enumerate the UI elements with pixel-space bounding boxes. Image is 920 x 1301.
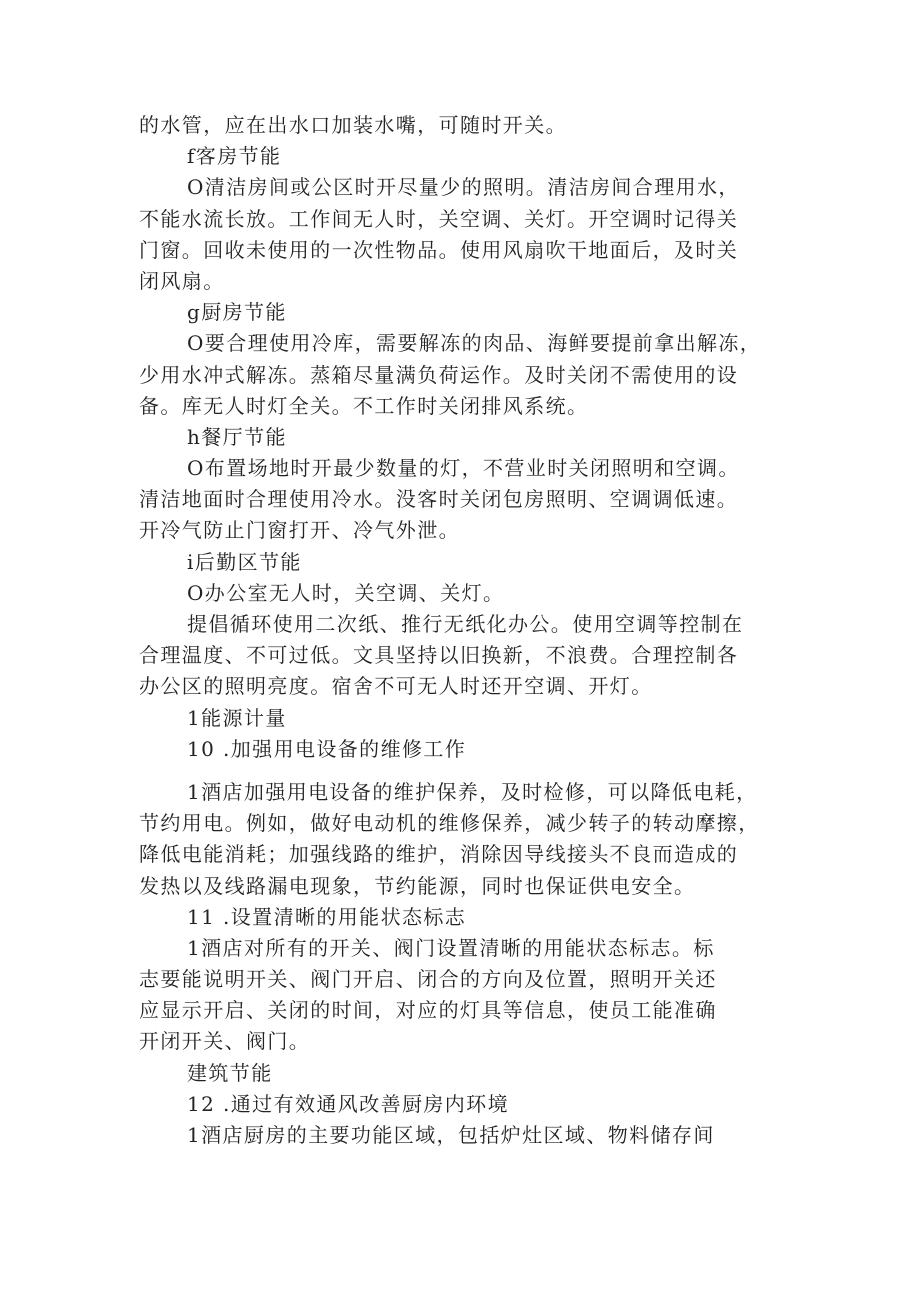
- section-heading-energy-metering: 1能源计量: [187, 705, 287, 730]
- text-line: 降低电能消耗；加强线路的维护，消除因导线接头不良而造成的: [139, 842, 739, 867]
- text-line: 发热以及线路漏电现象，节约能源，同时也保证供电安全。: [139, 873, 696, 898]
- text-line: 闭风扇。: [139, 268, 225, 293]
- document-body: [139, 110, 789, 1151]
- text-line: 少用水冲式解冻。蒸箱尽量满负荷运作。及时关闭不需使用的设: [139, 362, 739, 387]
- text-line: 应显示开启、关闭的时间，对应的灯具等信息，使员工能准确: [139, 998, 717, 1023]
- text-line: 提倡循环使用二次纸、推行无纸化办公。使用空调等控制在: [187, 612, 744, 636]
- text-line: 门窗。回收未使用的一次性物品。使用风扇吹干地面后，及时关: [139, 237, 739, 262]
- text-line: 备。库无人时灯全关。不工作时关闭排风系统。: [139, 393, 589, 418]
- text-line: 开闭开关、阀门。: [139, 1029, 311, 1054]
- section-heading-kitchen-ventilation: 12 .通过有效通风改善厨房内环境: [187, 1091, 509, 1116]
- section-heading-guest-rooms: f客房节能: [187, 144, 282, 169]
- text-line: 办公区的照明亮度。宿舍不可无人时还开空调、开灯。: [139, 674, 653, 699]
- text-line: O布置场地时开最少数量的灯，不营业时关闭照明和空调。: [187, 456, 740, 481]
- section-heading-building-energy: 建筑节能: [187, 1060, 273, 1085]
- text-line: 志要能说明开关、阀门开启、闭合的方向及位置，照明开关还: [139, 967, 717, 992]
- section-heading-status-signs: 11 .设置清晰的用能状态标志: [187, 904, 467, 929]
- section-heading-back-office: i后勤区节能: [187, 549, 302, 574]
- text-line: O要合理使用冷库，需要解冻的肉品、海鲜要提前拿出解冻，: [187, 331, 762, 356]
- text-line: 1酒店对所有的开关、阀门设置清晰的用能状态标志。标: [187, 935, 715, 960]
- text-line: 1酒店加强用电设备的维护保养，及时检修，可以降低电耗，: [187, 779, 758, 804]
- section-heading-equipment-maintenance: 10 .加强用电设备的维修工作: [187, 736, 467, 761]
- text-line: 节约用电。例如，做好电动机的维修保养，减少转子的转动摩擦，: [139, 811, 760, 836]
- text-line: 不能水流长放。工作间无人时，关空调、关灯。开空调时记得关: [139, 206, 739, 231]
- section-heading-restaurant: h餐厅节能: [187, 424, 287, 449]
- text-line: O清洁房间或公区时开尽量少的照明。清洁房间合理用水，: [187, 175, 740, 200]
- text-line: 1酒店厨房的主要功能区域，包括炉灶区域、物料储存间: [187, 1123, 715, 1147]
- section-heading-kitchen: g厨房节能: [187, 300, 287, 325]
- text-line: 合理温度、不可过低。文具坚持以旧换新，不浪费。合理控制各: [139, 643, 739, 668]
- text-line: 开冷气防止门窗打开、冷气外泄。: [139, 518, 460, 543]
- text-line: 清洁地面时合理使用冷水。没客时关闭包房照明、空调调低速。: [139, 487, 739, 512]
- text-line: 的水管，应在出水口加装水嘴，可随时开关。: [139, 113, 567, 137]
- text-line: O办公室无人时，关空调、关灯。: [187, 580, 505, 605]
